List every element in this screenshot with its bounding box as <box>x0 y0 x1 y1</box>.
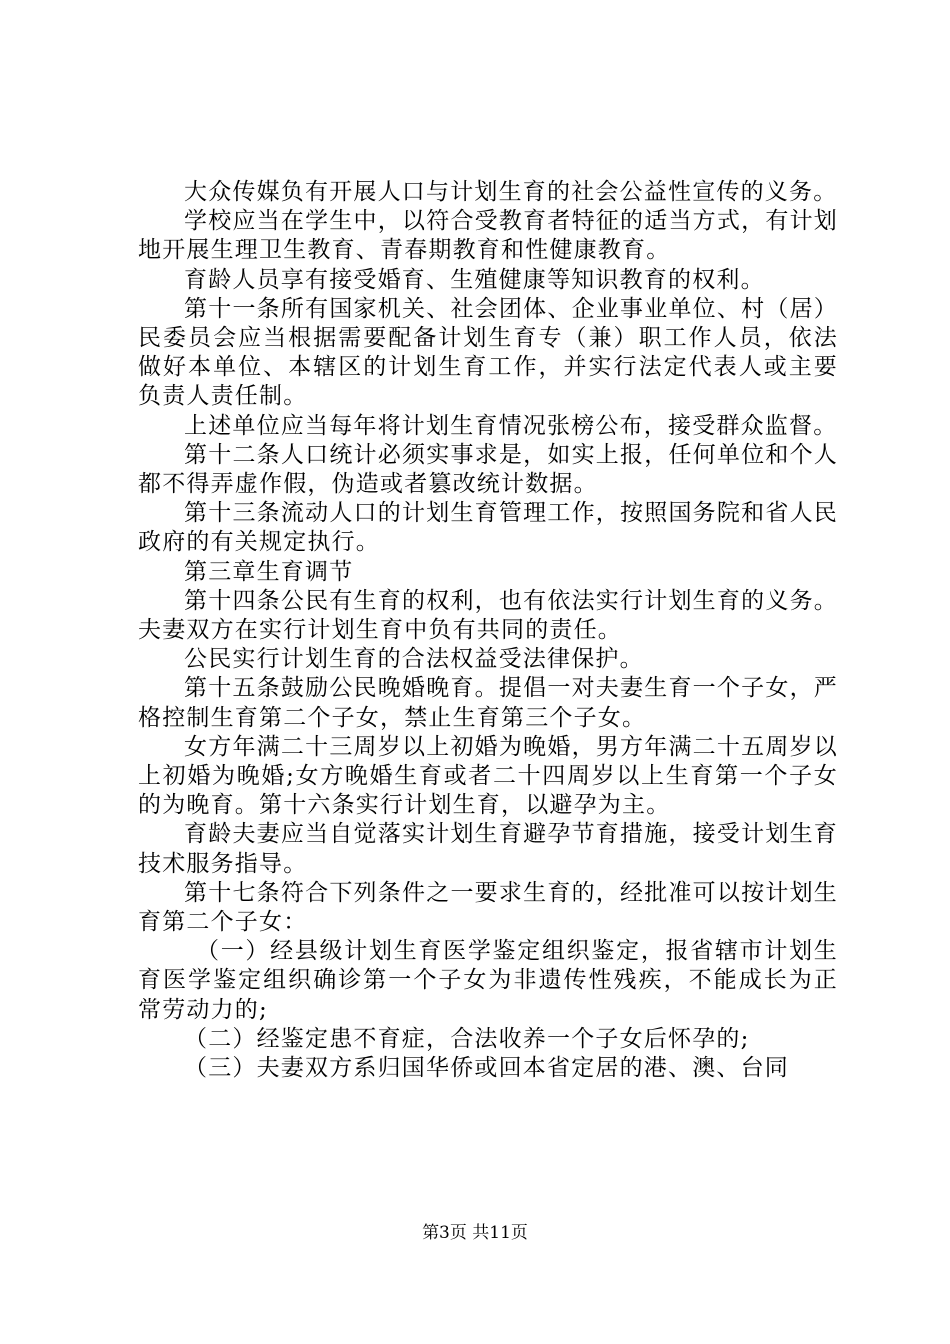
paragraph-article-12: 第十二条人口统计必须实事求是，如实上报，任何单位和个人都不得弄虚作假，伪造或者篡改统计数据。 <box>138 441 838 498</box>
paragraph-late-marriage: 女方年满二十三周岁以上初婚为晚婚，男方年满二十五周岁以上初婚为晚婚;女方晚婚生育或者二十四周岁以上生育第一个子女的为晚育。第十六条实行计划生育，以避孕为主。 <box>138 733 838 819</box>
paragraph-public-notice: 上述单位应当每年将计划生育情况张榜公布，接受群众监督。 <box>184 412 838 439</box>
document-body <box>138 178 838 1083</box>
paragraph-article-13: 第十三条流动人口的计划生育管理工作，按照国务院和省人民政府的有关规定执行。 <box>138 500 838 556</box>
paragraph-condition-3: （三）夫妻双方系归国华侨或回本省定居的港、澳、台同 <box>184 1055 789 1082</box>
paragraph-condition-1: （一）经县级计划生育医学鉴定组织鉴定，报省辖市计划生育医学鉴定组织确诊第一个子女为非遗传性残疾，不能成长为正常劳动力的; <box>138 938 838 1023</box>
paragraph-article-14: 第十四条公民有生育的权利，也有依法实行计划生育的义务。夫妻双方在实行计划生育中负有共同的责任。 <box>138 587 838 644</box>
paragraph-article-15: 第十五条鼓励公民晚婚晚育。提倡一对夫妻生育一个子女，严格控制生育第二个子女，禁止生育第三个子女。 <box>138 675 838 731</box>
chapter-heading: 第三章生育调节 <box>184 558 354 585</box>
paragraph-contraception: 育龄夫妻应当自觉落实计划生育避孕节育措施，接受计划生育技术服务指导。 <box>138 821 838 877</box>
paragraph-media-duty: 大众传媒负有开展人口与计划生育的社会公益性宣传的义务。 <box>184 179 838 205</box>
paragraph-education-right: 育龄人员享有接受婚育、生殖健康等知识教育的权利。 <box>184 266 765 293</box>
paragraph-legal-protection: 公民实行计划生育的合法权益受法律保护。 <box>184 646 644 673</box>
paragraph-school-education: 学校应当在学生中，以符合受教育者特征的适当方式，有计划地开展生理卫生教育、青春期教育和性健康教育。 <box>138 208 838 264</box>
page-footer: 第3页 共11页 <box>422 1223 528 1243</box>
paragraph-article-11: 第十一条所有国家机关、社会团体、企业事业单位、村（居）民委员会应当根据需要配备计划生育专（兼）职工作人员，依法做好本单位、本辖区的计划生育工作，并实行法定代表人或主要负责人责任制。 <box>138 295 838 410</box>
paragraph-condition-2: （二）经鉴定患不育症，合法收养一个子女后怀孕的; <box>184 1025 750 1052</box>
paragraph-article-17: 第十七条符合下列条件之一要求生育的，经批准可以按计划生育第二个子女： <box>138 879 838 936</box>
